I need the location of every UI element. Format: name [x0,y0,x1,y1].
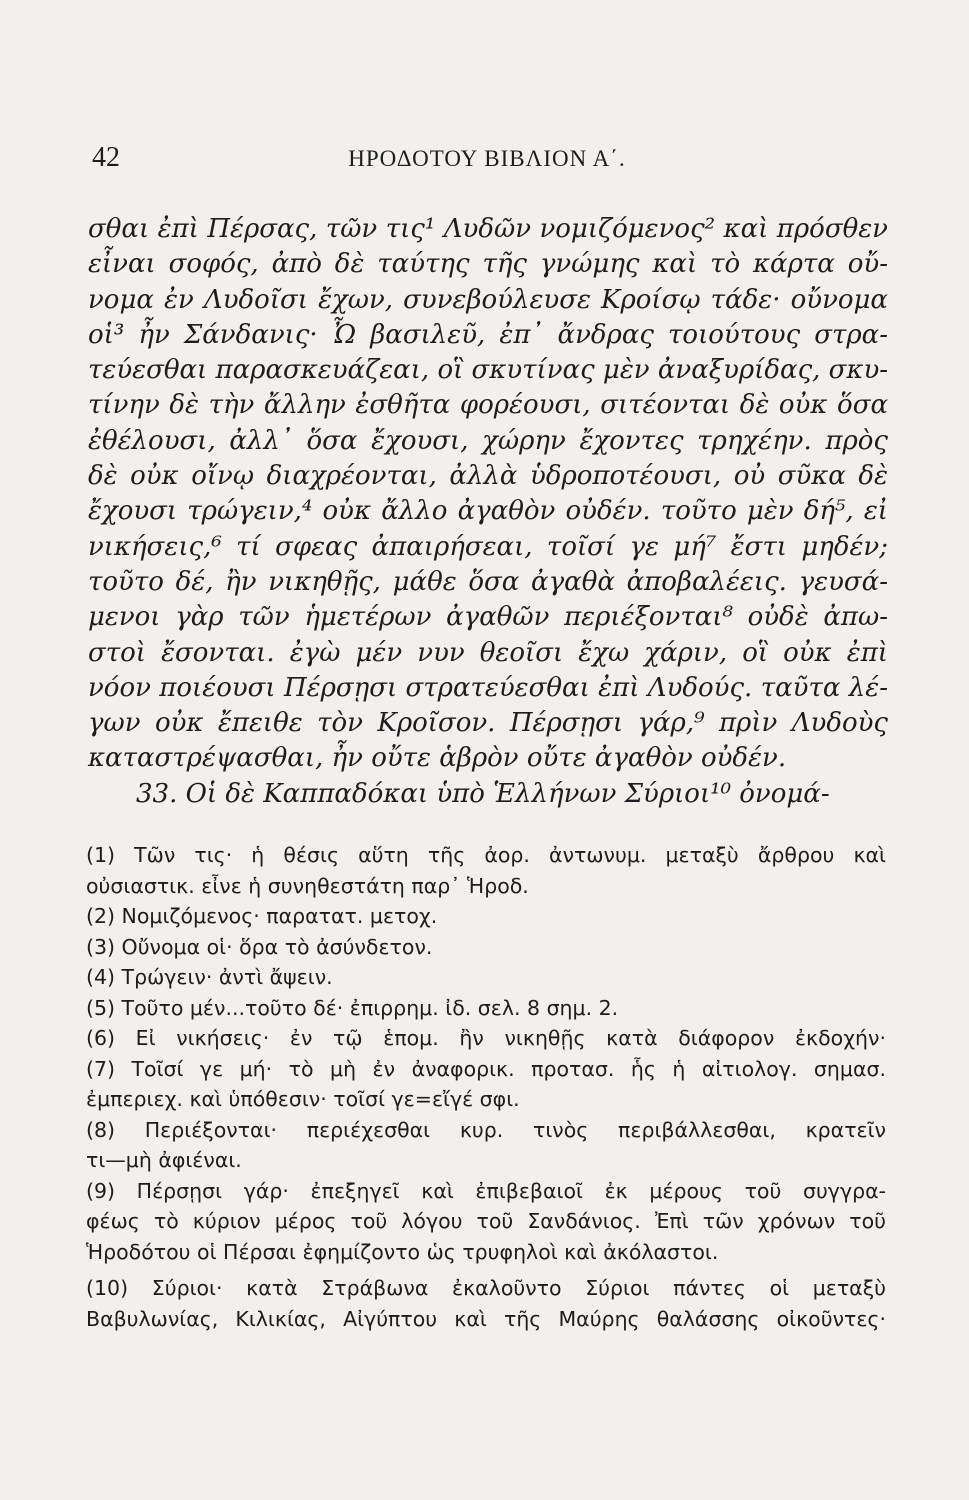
section-start-line: 33. Οἱ δὲ Καππαδόκαι ὑπὸ Ἑλλήνων Σύριοι¹⁰ ὀνομά- [136,778,830,809]
footnote-7-cont: ἐμπεριεχ. καὶ ὑπόθεσιν· τοῖσί γε=εἴγέ σφι. [86,1087,520,1111]
footnotes [86,840,886,1334]
main-text [88,212,888,812]
footnote-8: (8) Περιέξονται· περιέχεσθαι κυρ. τινὸς περιβάλλεσθαι, κρατεῖν [86,1117,886,1142]
text-line: νόον ποιέουσι Πέρσῃσι στρατεύεσθαι ἐπὶ Λυδούς. ταῦτα λέ- [88,672,888,703]
text-line: οἱ³ ἦν Σάνδανις· Ὦ βασιλεῦ, ἐπ᾽ ἄνδρας τοιούτους στρα- [88,319,888,350]
text-line: νομα ἐν Λυδοῖσι ἔχων, συνεβούλευσε Κροίσῳ τάδε· οὔνομα [88,284,888,315]
footnote-3: (3) Οὔνομα οἱ· ὅρα τὸ ἀσύνδετον. [86,934,433,959]
text-line: δὲ οὐκ οἴνῳ διαχρέονται, ἀλλὰ ὑδροποτέουσι, οὐ σῦκα δὲ [88,461,888,492]
running-title: ΗΡΟΔΟΤΟΥ ΒΙΒΛΙΟΝ Α΄. [348,146,626,171]
footnote-2: (2) Νομιζόμενος· παρατατ. μετοχ. [86,904,438,928]
footnote-8-cont: τι—μὴ ἀφιέναι. [86,1148,242,1172]
footnote-9: (9) Πέρσῃσι γάρ· ἐπεξηγεῖ καὶ ἐπιβεβαιοῖ ἐκ μέρους τοῦ συγγρα- [86,1178,886,1203]
footnote-6: (6) Εἰ νικήσεις· ἐν τῷ ἑπομ. ἢν νικηθῇς κατὰ διάφορον ἐκδοχήν· [86,1026,886,1050]
text-line: τίνην δὲ τὴν ἄλλην ἐσθῆτα φορέουσι, σιτέονται δὲ οὐκ ὅσα [88,390,888,421]
running-head [92,142,882,182]
footnote-10-cont: Βαβυλωνίας, Κιλικίας, Αἰγύπτου καὶ τῆς Μαύρης θαλάσσης οἰκοῦντες· [86,1306,886,1331]
footnote-9-cont: φέως τὸ κύριον μέρος τοῦ λόγου τοῦ Σανδάνιος. Ἐπὶ τῶν χρόνων τοῦ [86,1209,886,1233]
text-line: μενοι γὰρ τῶν ἡμετέρων ἀγαθῶν περιέξονται⁸ οὐδὲ ἀπω- [88,602,888,633]
footnote-1-cont: οὐσιαστικ. εἶνε ἡ συνηθεστάτη παρ᾽ Ἡροδ. [86,873,529,898]
footnote-4: (4) Τρώγειν· ἀντὶ ἄψειν. [86,965,333,989]
text-line: τεύεσθαι παρασκευάζεαι, οἳ σκυτίνας μὲν ἀναξυρίδας, σκυ- [88,355,889,386]
text-line: ἐθέλουσι, ἀλλ᾽ ὅσα ἔχουσι, χώρην ἔχοντες τρηχέην. πρὸς [88,425,888,456]
page-number: 42 [92,142,120,173]
text-line: καταστρέψασθαι, ἦν οὔτε ἁβρὸν οὔτε ἀγαθὸν οὐδέν. [88,743,787,774]
text-line: τοῦτο δέ, ἢν νικηθῇς, μάθε ὅσα ἀγαθὰ ἀποβαλέεις. γευσά- [88,566,888,597]
text-line: στοὶ ἔσονται. ἐγὼ μέν νυν θεοῖσι ἔχω χάριν, οἳ οὐκ ἐπὶ [88,637,888,668]
text-line: νικήσεις,⁶ τί σφεας ἀπαιρήσεαι, τοῖσί γε μή⁷ ἔστι μηδέν; [88,531,888,562]
footnote-7: (7) Τοῖσί γε μή· τὸ μὴ ἐν ἀναφορικ. προτασ. ἧς ἡ αἰτιολογ. σημασ. [86,1056,886,1081]
text-line: ἔχουσι τρώγειν,⁴ οὐκ ἄλλο ἀγαθὸν οὐδέν. τοῦτο μὲν δή⁵, εἰ [88,496,888,527]
text-line: σθαι ἐπὶ Πέρσας, τῶν τις¹ Λυδῶν νομιζόμενος² καὶ πρόσθεν [88,214,888,244]
footnote-1: (1) Τῶν τις· ἡ θέσις αὕτη τῆς ἀορ. ἀντωνυμ. μεταξὺ ἄρθρου καὶ [86,843,886,867]
footnote-10: (10) Σύριοι· κατὰ Στράβωνα ἐκαλοῦντο Σύριοι πάντες οἱ μεταξὺ [86,1276,886,1300]
text-line: γων οὐκ ἔπειθε τὸν Κροῖσον. Πέρσῃσι γάρ,⁹ πρὶν Λυδοὺς [88,708,888,739]
footnote-9-cont: Ἡροδότου οἱ Πέρσαι ἐφημίζοντο ὡς τρυφηλοὶ καὶ ἀκόλαστοι. [86,1239,719,1264]
text-line: εἶναι σοφός, ἀπὸ δὲ ταύτης τῆς γνώμης καὶ τὸ κάρτα οὔ- [88,249,888,280]
footnote-5: (5) Τοῦτο μέν...τοῦτο δέ· ἐπιρρημ. ἰδ. σελ. 8 σημ. 2. [86,995,619,1020]
